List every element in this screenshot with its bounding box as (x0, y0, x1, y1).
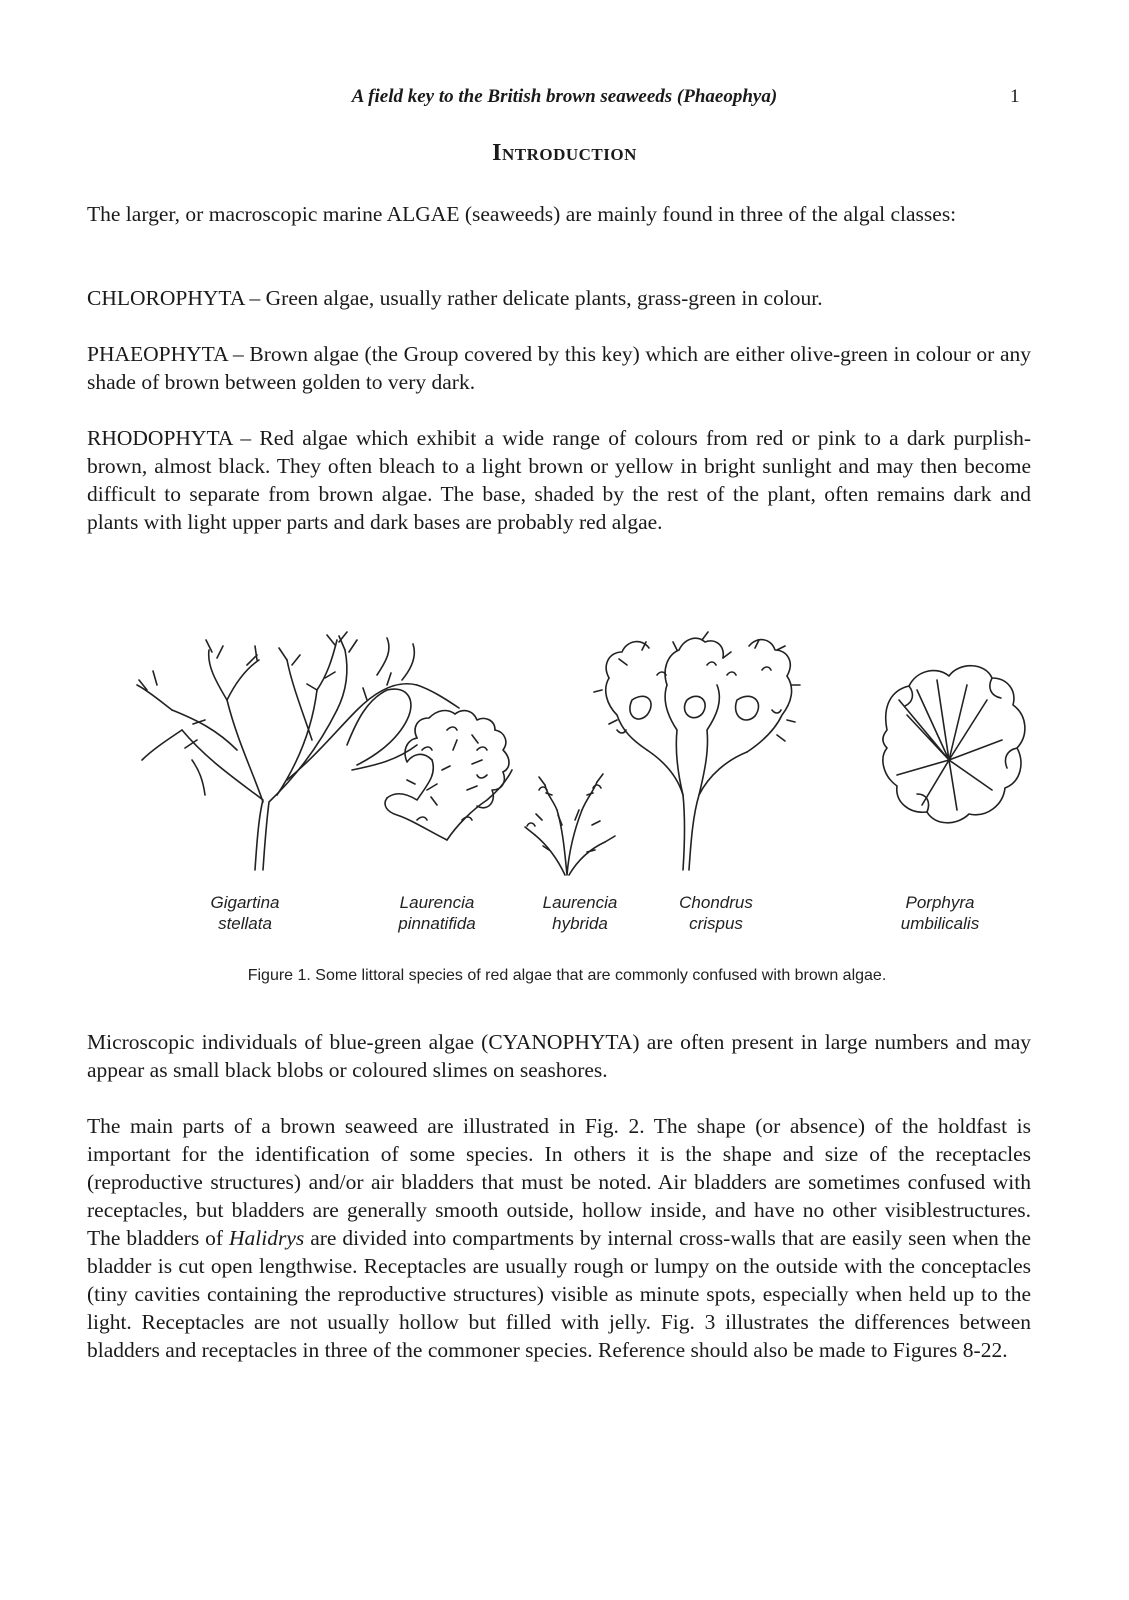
genus-name-halidrys: Halidrys (229, 1226, 305, 1250)
species-label-chondrus-crispus (636, 892, 796, 934)
paragraph-rhodophyta: RHODOPHYTA – Red algae which exhibit a wide range of colours from red or pink to a dark purplish-brown, almost black. They often bleach to a light brown or yellow in bright sunlight and may then become difficult to separate from brown algae. The base, shaded by the rest of the plant, often remains dark and plants with light upper parts and dark bases are probably red algae. (87, 426, 1031, 534)
species-label-laurencia-pinnatifida (357, 892, 517, 934)
chondrus-crispus-drawing (594, 632, 800, 870)
figure-1 (87, 590, 1047, 1000)
laurencia-hybrida-drawing (525, 774, 615, 875)
running-title: A field key to the British brown seaweeds (Phaeophya) (351, 86, 778, 107)
species-epithet: pinnatifida (398, 914, 476, 933)
species-label-porphyra-umbilicalis (860, 892, 1020, 934)
species-epithet: stellata (218, 914, 272, 933)
species-epithet: crispus (689, 914, 743, 933)
species-genus: Laurencia (542, 893, 618, 912)
paragraph-phaeophyta: PHAEOPHYTA – Brown algae (the Group covered by this key) which are either olive-green in colour or any shade of brown between golden to very dark. (87, 342, 1031, 394)
figure-caption: Figure 1. Some littoral species of red algae that are commonly confused with brown algae. (247, 967, 887, 984)
paragraph-text: are divided into compartments by internal cross-walls that are easily seen when the bladder is cut open lengthwise. Receptacles are usually rough or lumpy on the outside with the conceptacles (tiny cavities containing the reproductive structures) visible as minute spots, especially when held up to the light. Receptacles are not usually hollow but filled with jelly. Fig. 3 illustrates the differences between bladders and receptacles in three of the commoner species. Reference should also be made to Figures 8-22. (87, 1226, 1032, 1362)
species-genus: Chondrus (679, 893, 753, 912)
gigartina-stellata-drawing (137, 632, 459, 870)
laurencia-pinnatifida-drawing (385, 711, 512, 840)
species-genus: Gigartina (210, 893, 280, 912)
species-epithet: hybrida (552, 914, 608, 933)
paragraph-seaweed-parts (87, 1112, 1031, 1364)
species-epithet: umbilicalis (900, 914, 980, 933)
section-heading: Introduction (492, 140, 637, 166)
species-genus: Laurencia (399, 893, 475, 912)
paragraph-algae-classes: The larger, or macroscopic marine ALGAE (seaweeds) are mainly found in three of the algal classes: (87, 202, 957, 226)
porphyra-umbilicalis-drawing (883, 666, 1025, 823)
species-label-gigartina-stellata (165, 892, 325, 934)
species-genus: Porphyra (905, 893, 975, 912)
seaweed-illustration (87, 590, 1047, 890)
paragraph-chlorophyta: CHLOROPHYTA – Green algae, usually rather delicate plants, grass-green in colour. (87, 286, 823, 310)
paragraph-text: The main parts of a brown seaweed are illustrated in Fig. 2. The shape (or absence) of the holdfast is important for the identification of some species. In others it is the shape and size of the receptacles (reproductive structures) and/or air bladders that must be noted. Air bladders are sometimes confused with receptacles, but bladders are generally smooth outside, hollow inside, and have no other visiblestructures. The bladders of (87, 1114, 1031, 1250)
paragraph-cyanophyta: Microscopic individuals of blue-green algae (CYANOPHYTA) are often present in large numbers and may appear as small black blobs or coloured slimes on seashores. (87, 1030, 1031, 1082)
page-number: 1 (1010, 86, 1020, 107)
